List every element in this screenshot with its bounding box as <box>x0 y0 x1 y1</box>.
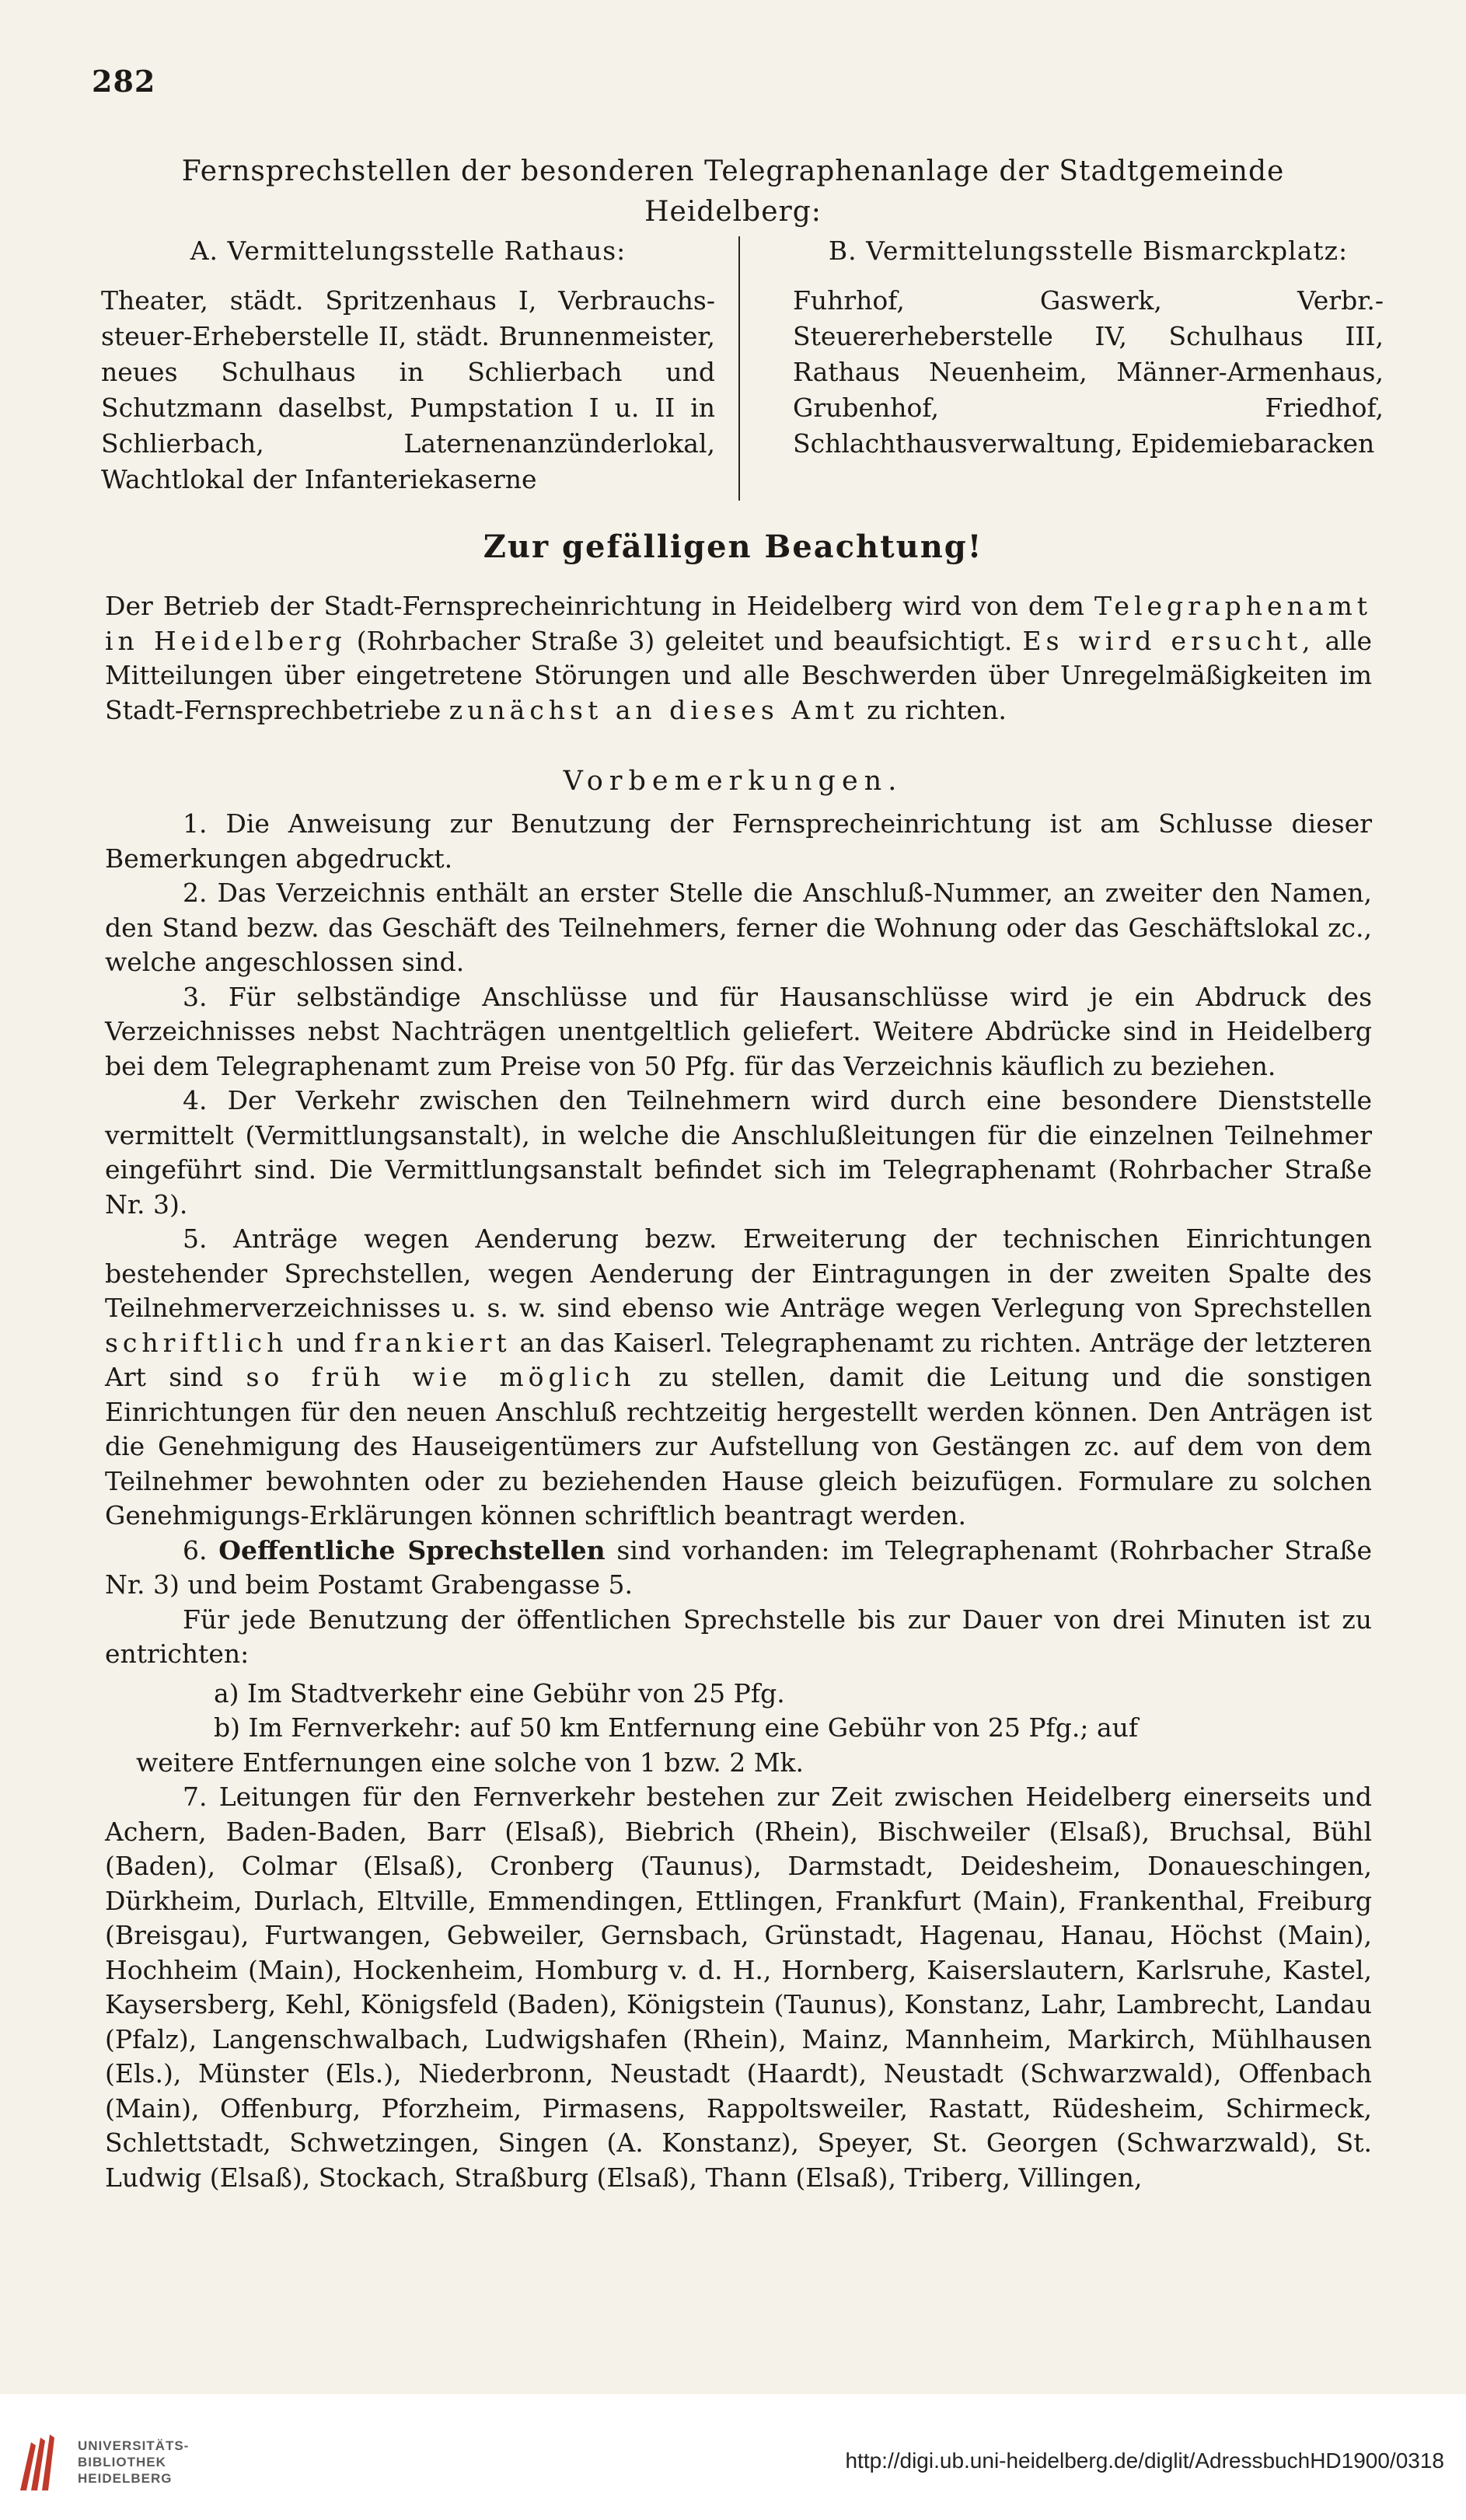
logo-line-1: UNIVERSITÄTS- <box>78 2438 190 2453</box>
intro-text-2: (Rohrbacher Straße 3) geleitet und beaufsichtigt. <box>346 625 1023 656</box>
remark-5-spaced-1: schriftlich <box>105 1327 288 1358</box>
exchange-bismarckplatz-list: Fuhrhof, Gaswerk, Verbr.-Steuererheberstelle IV, Schulhaus III, Rathaus Neuenheim, Männer-Armenhaus, Grubenhof, Friedhof, Schlachthausverwaltung, Epidemiebaracken <box>793 285 1384 459</box>
exchange-rathaus-heading: A. Vermittelungsstelle Rathaus: <box>190 236 627 266</box>
exchange-bismarckplatz <box>793 233 1384 462</box>
logo-line-2: BIBLIOTHEK <box>78 2455 166 2469</box>
remark-6-number: 6. <box>183 1534 219 1565</box>
page-number: 282 <box>92 64 156 99</box>
remark-5-text-d: zu stellen, damit die Leitung und die sonstigen Einrichtungen für den neuen Anschluß rechtzeitig hergestellt werden können. Den Anträgen ist die Genehmigung des Hauseigentümers zur Aufstellung von Gestängen zc. auf dem von dem Teilnehmer bewohnten oder zu beziehenden Hause gleich beizufügen. Formulare zu solchen Genehmigungs-Erklärungen können schriftlich beantragt werden. <box>105 1362 1372 1530</box>
page-title: Fernsprechstellen der besonderen Telegraphenanlage der Stadtgemeinde Heidelberg: <box>181 155 1285 228</box>
source-url-link[interactable]: http://digi.ub.uni-heidelberg.de/diglit/AdressbuchHD1900/0318 <box>845 2448 1444 2473</box>
remark-6-bold: Oeffentliche Sprechstellen <box>218 1534 606 1565</box>
remark-item-6-fees-intro: Für jede Benutzung der öffentlichen Sprechstelle bis zur Dauer von drei Minuten ist zu entrichten: <box>105 1604 1372 1669</box>
intro-text-1: Der Betrieb der Stadt-Fernsprecheinrichtung in Heidelberg wird von dem <box>105 591 1094 621</box>
fee-local: a) Im Stadtverkehr eine Gebühr von 25 Pfg. <box>214 1677 785 1709</box>
fee-list <box>105 1677 1372 1781</box>
logo-line-3: HEIDELBERG <box>78 2471 173 2486</box>
remark-item-5 <box>105 1222 1372 1534</box>
remark-item-7: 7. Leitungen für den Fernverkehr bestehen zur Zeit zwischen Heidelberg einerseits und Achern, Baden-Baden, Barr (Elsaß), Biebrich (Rhein), Bischweiler (Elsaß), Bruchsal, Bühl (Baden), Colmar (Elsaß), Cronberg (Taunus), Darmstadt, Deidesheim, Donaueschingen, Dürkheim, Durlach, Eltville, Emmendingen, Ettlingen, Frankfurt (Main), Frankenthal, Freiburg (Breisgau), Furtwangen, Gebweiler, Gernsbach, Grünstadt, Hagenau, Hanau, Höchst (Main), Hochheim (Main), Hockenheim, Homburg v. d. H., Hornberg, Kaiserslautern, Karlsruhe, Kastel, Kaysersberg, Kehl, Königsfeld (Baden), Königstein (Taunus), Konstanz, Lahr, Lambrecht, Landau (Pfalz), Langenschwalbach, Ludwigshafen (Rhein), Mainz, Mannheim, Markirch, Mühlhausen (Els.), Münster (Els.), Niederbronn, Neustadt (Haardt), Neustadt (Schwarzwald), Offenbach (Main), Offenburg, Pforzheim, Pirmasens, Rappoltsweiler, Rastatt, Rüdesheim, Schirmeck, Schlettstadt, Schwetzingen, Singen (A. Konstanz), Speyer, St. Georgen (Schwarzwald), St. Ludwig (Elsaß), Stockach, Straßburg (Elsaß), Thann (Elsaß), Triberg, Villingen, <box>105 1782 1372 2193</box>
intro-spaced-3: zunächst an dieses Amt <box>449 694 859 725</box>
remark-item-6 <box>105 1534 1372 1603</box>
section-title-preliminary-remarks: Vorbemerkungen. <box>563 766 903 797</box>
exchange-rathaus-list: Theater, städt. Spritzenhaus I, Verbrauchs-steuer-Erheberstelle II, städt. Brunnenmeister, neues Schulhaus in Schlierbach und Schutzmann daselbst, Pumpstation I u. II in Schlierbach, Laternenanzünderlokal, Wachtlokal der Infanteriekaserne <box>101 285 715 494</box>
remark-5-spaced-2: frankiert <box>354 1327 511 1358</box>
remarks-list <box>105 807 1372 2195</box>
exchange-bismarckplatz-heading: B. Vermittelungsstelle Bismarckplatz: <box>828 236 1349 266</box>
exchange-rathaus <box>101 233 715 497</box>
remark-5-spaced-3: so früh wie möglich <box>246 1362 636 1392</box>
remark-5-text-c: an das Kaiserl. Telegraphenamt zu richten. Anträge der letzteren Art sind <box>105 1327 1372 1392</box>
intro-paragraph <box>105 589 1372 728</box>
remark-item-2: 2. Das Verzeichnis enthält an erster Stelle die Anschluß-Nummer, an zweiter den Namen, den Stand bezw. das Geschäft des Teilnehmers, ferner die Wohnung oder das Geschäftslokal zc., welche angeschlossen sind. <box>105 878 1372 977</box>
intro-text-3: alle Mitteilungen über eingetretene Störungen und alle Beschwerden über Unregelmäßigkeiten im Stadt-Fernsprechbetriebe <box>105 625 1372 725</box>
fee-long-distance-cont: weitere Entfernungen eine solche von 1 bzw. 2 Mk. <box>136 1747 804 1778</box>
intro-text-4: zu richten. <box>858 694 1007 725</box>
remark-item-3: 3. Für selbständige Anschlüsse und für Hausanschlüsse wird je ein Abdruck des Verzeichnisses nebst Nachträgen unentgeltlich geliefert. Weitere Abdrücke sind in Heidelberg bei dem Telegraphenamt zum Preise von 50 Pfg. für das Verzeichnis käuflich zu beziehen. <box>105 981 1372 1081</box>
notice-heading: Zur gefälligen Beachtung! <box>483 529 983 565</box>
footer-bar <box>0 2394 1466 2520</box>
library-logo-icon <box>16 2431 65 2494</box>
remark-5-text-b: und <box>288 1327 354 1358</box>
fee-long-distance: b) Im Fernverkehr: auf 50 km Entfernung eine Gebühr von 25 Pfg.; auf <box>214 1712 1139 1743</box>
remark-6-text: sind vorhanden: im Telegraphenamt (Rohrbacher Straße Nr. 3) und beim Postamt Grabengasse 5. <box>105 1534 1372 1600</box>
intro-spaced-2: Es wird ersucht, <box>1022 625 1315 656</box>
remark-item-4: 4. Der Verkehr zwischen den Teilnehmern wird durch eine besondere Dienststelle vermittelt (Vermittlungsanstalt), in welche die Anschlußleitungen für die einzelnen Teilnehmer eingeführt sind. Die Vermittlungsanstalt befindet sich im Telegraphenamt (Rohrbacher Straße Nr. 3). <box>105 1085 1372 1220</box>
intro-spaced-1: Telegraphenamt in Heidelberg <box>105 591 1372 656</box>
remark-item-1: 1. Die Anweisung zur Benutzung der Fernsprecheinrichtung ist am Schlusse dieser Bemerkungen abgedruckt. <box>105 808 1372 874</box>
exchange-columns <box>101 233 1384 505</box>
column-divider <box>738 236 740 501</box>
remark-5-text-a: 5. Anträge wegen Aenderung bezw. Erweiterung der technischen Einrichtungen bestehender Sprechstellen, wegen Aenderung der Eintragungen in der zweiten Spalte des Teilnehmerverzeichnisses u. s. w. sind ebenso wie Anträge wegen Verlegung von Sprechstellen <box>105 1223 1372 1323</box>
library-logo-text <box>78 2438 189 2487</box>
